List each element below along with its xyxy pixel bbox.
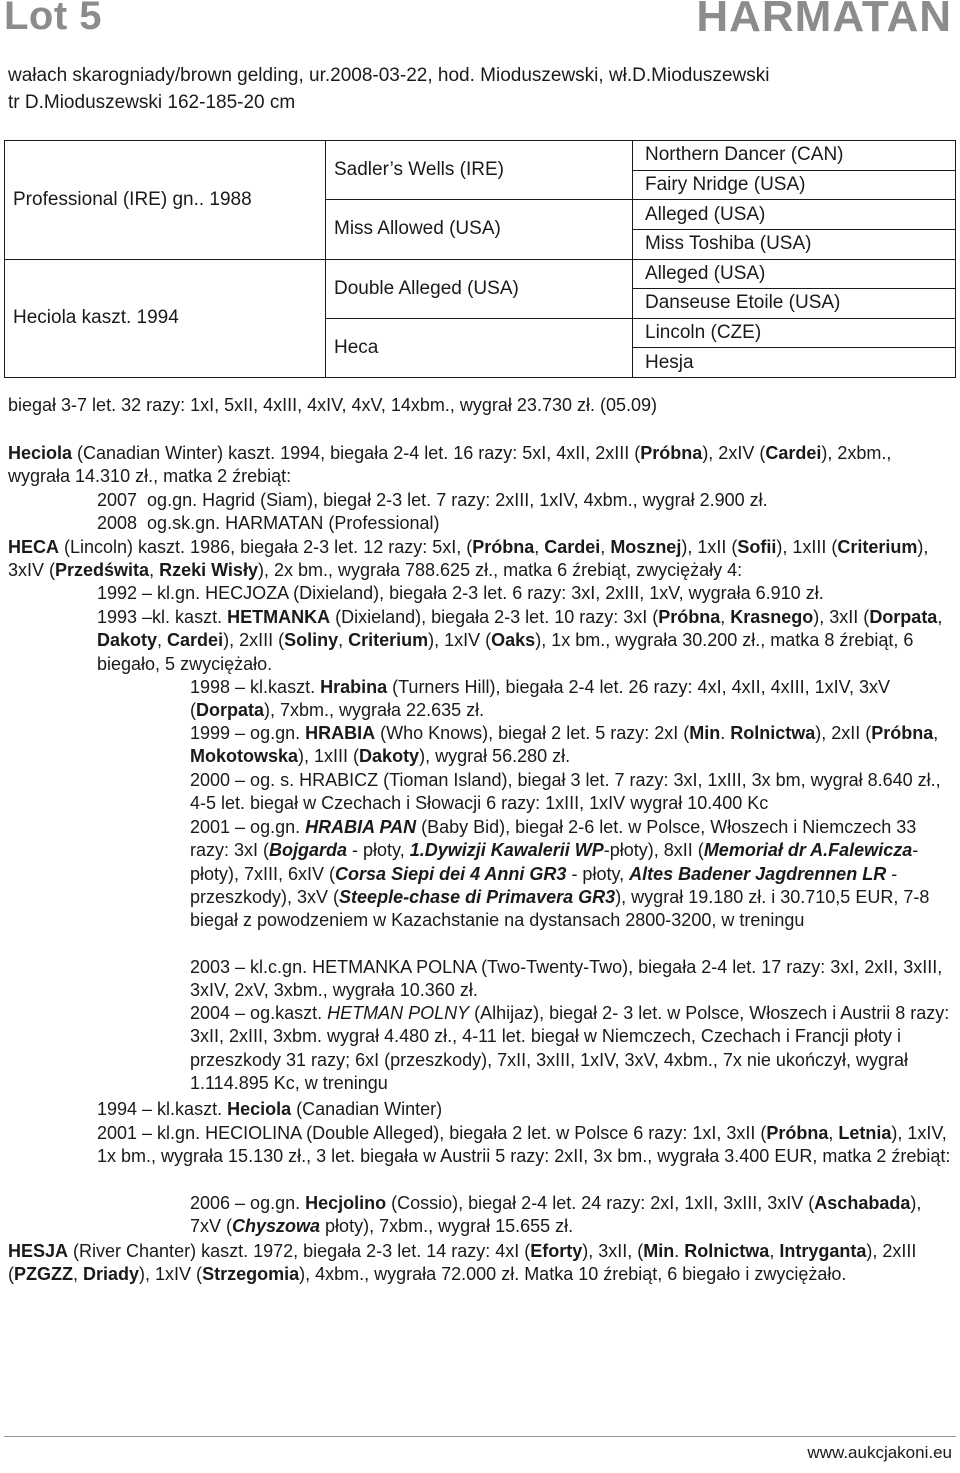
intro-line-2: tr D.Mioduszewski 162-185-20 cm: [8, 92, 296, 113]
pedigree-table: [4, 140, 956, 378]
granddam-paragraph: HECA (Lincoln) kaszt. 1986, biegała 2-3 let. 12 razy: 5xI, (Próbna, Cardei, Mosznej), 1xII (Sofii), 1xIII (Criterium), 3xIV (Przedświta, Rzeki Wisły), 2x bm., wygrała 788.625 zł., matka 6 źrebiąt, zwyciężały 4:: [8, 537, 929, 581]
offspring-entry: 2001 – kl.gn. HECIOLINA (Double Alleged), biegała 2 let. w Polsce 6 razy: 1xI, 3xII (Próbna, Letnia), 1xIV, 1x bm., wygrała 15.130 zł., 3 let. biegała w Austrii 5 razy: 2xII, 3x bm., wygrała 3.400 EUR, matka 2 źrebiąt:: [97, 1123, 951, 1167]
website-link[interactable]: www.aukcjakoni.eu: [807, 1443, 952, 1462]
pedigree-gen3: Miss Toshiba (USA): [633, 229, 956, 259]
offspring-entry: 2007 og.gn. Hagrid (Siam), biegał 2-3 let. 7 razy: 2xIII, 1xIV, 4xbm., wygrał 2.900 zł.: [97, 490, 768, 510]
pedigree-gen3: Alleged (USA): [633, 200, 956, 230]
offspring-entry: 2000 – og. s. HRABICZ (Tioman Island), biegał 3 let. 7 razy: 3xI, 1xIII, 3x bm, wygrał 8.640 zł., 4-5 let. biegał w Czechach i Słowacji 6 razy: 1xIII, 1xIV wygrał 10.400 Kc: [190, 770, 941, 814]
pedigree-gen2: Double Alleged (USA): [326, 259, 633, 318]
offspring-entry: 1992 – kl.gn. HECJOZA (Dixieland), biegała 2-3 let. 6 razy: 3xI, 2xIII, 1xV, wygrała 6.910 zł.: [97, 583, 824, 603]
offspring-entry: 1998 – kl.kaszt. Hrabina (Turners Hill), biegała 2-4 let. 26 razy: 4xI, 4xII, 4xIII, 1xIV, 3xV (Dorpata), 7xbm., wygrała 22.635 zł.: [190, 677, 890, 721]
horse-name: HARMATAN: [696, 0, 952, 41]
offspring-entry: 1993 –kl. kaszt. HETMANKA (Dixieland), biegała 2-3 let. 10 razy: 3xI (Próbna, Krasnego), 3xII (Dorpata, Dakoty, Cardei), 2xIII (Soliny, Criterium), 1xIV (Oaks), 1x bm., wygrała 30.200 zł., matka 8 źrebiąt, 6 biegało, 5 zwyciężało.: [97, 607, 943, 674]
pedigree-gen2: Heca: [326, 318, 633, 377]
pedigree-gen3: Hesja: [633, 348, 956, 378]
pedigree-sire: Professional (IRE) gn.. 1988: [5, 141, 326, 260]
pedigree-gen2: Sadler’s Wells (IRE): [326, 141, 633, 200]
offspring-entry: 2008 og.sk.gn. HARMATAN (Professional): [97, 513, 440, 533]
offspring-entry: 2001 – og.gn. HRABIA PAN (Baby Bid), biegał 2-6 let. w Polsce, Włoszech i Niemczech 33 razy: 3xI (Bojgarda - płoty, 1.Dywizji Kawalerii WP-płoty), 8xII (Memoriał dr A.Falewicza-płoty), 7xIII, 6xIV (Corsa Siepi dei 4 Anni GR3 - płoty, Altes Badener Jagdrennen LR - przeszkody), 3xV (Steeple-chase di Primavera GR3), wygrał 19.180 zł. i 30.710,5 EUR, 7-8 biegał z powodzeniem w Kazachstanie na dystansach 2800-3200, w treningu: [190, 817, 930, 931]
intro-line-1: wałach skarogniady/brown gelding, ur.2008-03-22, hod. Mioduszewski, wł.D.Mioduszewski: [8, 65, 770, 86]
horse-intro: [8, 62, 948, 116]
great-granddam-paragraph: HESJA (River Chanter) kaszt. 1972, biegała 2-3 let. 14 razy: 4xI (Eforty), 3xII, (Min. Rolnictwa, Intryganta), 2xIII (PZGZZ, Driady), 1xIV (Strzegomia), 4xbm., wygrała 72.000 zł. Matka 10 źrebiąt, 6 biegało i zwyciężało.: [8, 1241, 917, 1285]
offspring-entry: 1994 – kl.kaszt. Heciola (Canadian Winter): [97, 1099, 443, 1119]
offspring-entry: 2004 – og.kaszt. HETMAN POLNY (Alhijaz), biegał 2- 3 let. w Polsce, Włoszech i Austrii 8 razy: 3xII, 2xIII, 3xbm. wygrał 4.480 zł., 4-11 let. biegał w Niemczech, Czechach i Francji płoty i przeszkody 31 razy; 6xI (przeszkody), 7xII, 3xIII, 1xIV, 3xV, 4xbm., 7x nie ukończył, wygrał 1.114.895 Kc, w treningu: [190, 1003, 950, 1093]
offspring-entry: 1999 – og.gn. HRABIA (Who Knows), biegał 2 let. 5 razy: 2xI (Min. Rolnictwa), 2xII (Próbna, Mokotowska), 1xIII (Dakoty), wygrał 56.280 zł.: [190, 723, 939, 767]
pedigree-gen3: Lincoln (CZE): [633, 318, 956, 348]
pedigree-gen2: Miss Allowed (USA): [326, 200, 633, 259]
pedigree-gen3: Alleged (USA): [633, 259, 956, 289]
pedigree-gen3: Danseuse Etoile (USA): [633, 289, 956, 319]
dam-paragraph: Heciola (Canadian Winter) kaszt. 1994, biegała 2-4 let. 16 razy: 5xI, 4xII, 2xIII (Próbna), 2xIV (Cardei), 2xbm., wygrała 14.310 zł., matka 2 źrebiąt:: [8, 443, 892, 487]
page-header: [0, 0, 960, 50]
pedigree-gen3: Northern Dancer (CAN): [633, 141, 956, 171]
offspring-entry: 2006 – og.gn. Hecjolino (Cossio), biegał 2-4 let. 24 razy: 2xI, 1xII, 3xIII, 3xIV (Aschabada), 7xV (Chyszowa płoty), 7xbm., wygrał 15.655 zł.: [190, 1193, 922, 1237]
footer-divider: [4, 1436, 956, 1437]
pedigree-dam: Heciola kaszt. 1994: [5, 259, 326, 378]
lot-number: Lot 5: [4, 0, 103, 38]
offspring-entry: 2003 – kl.c.gn. HETMANKA POLNA (Two-Twenty-Two), biegała 2-4 let. 17 razy: 3xI, 2xII, 3xIII, 3xIV, 2xV, 3xbm., wygrała 10.360 zł.: [190, 957, 943, 1001]
pedigree-gen3: Fairy Nridge (USA): [633, 170, 956, 200]
race-record: biegał 3-7 let. 32 razy: 1xI, 5xII, 4xIII, 4xIV, 4xV, 14xbm., wygrał 23.730 zł. (05.09): [8, 395, 658, 415]
